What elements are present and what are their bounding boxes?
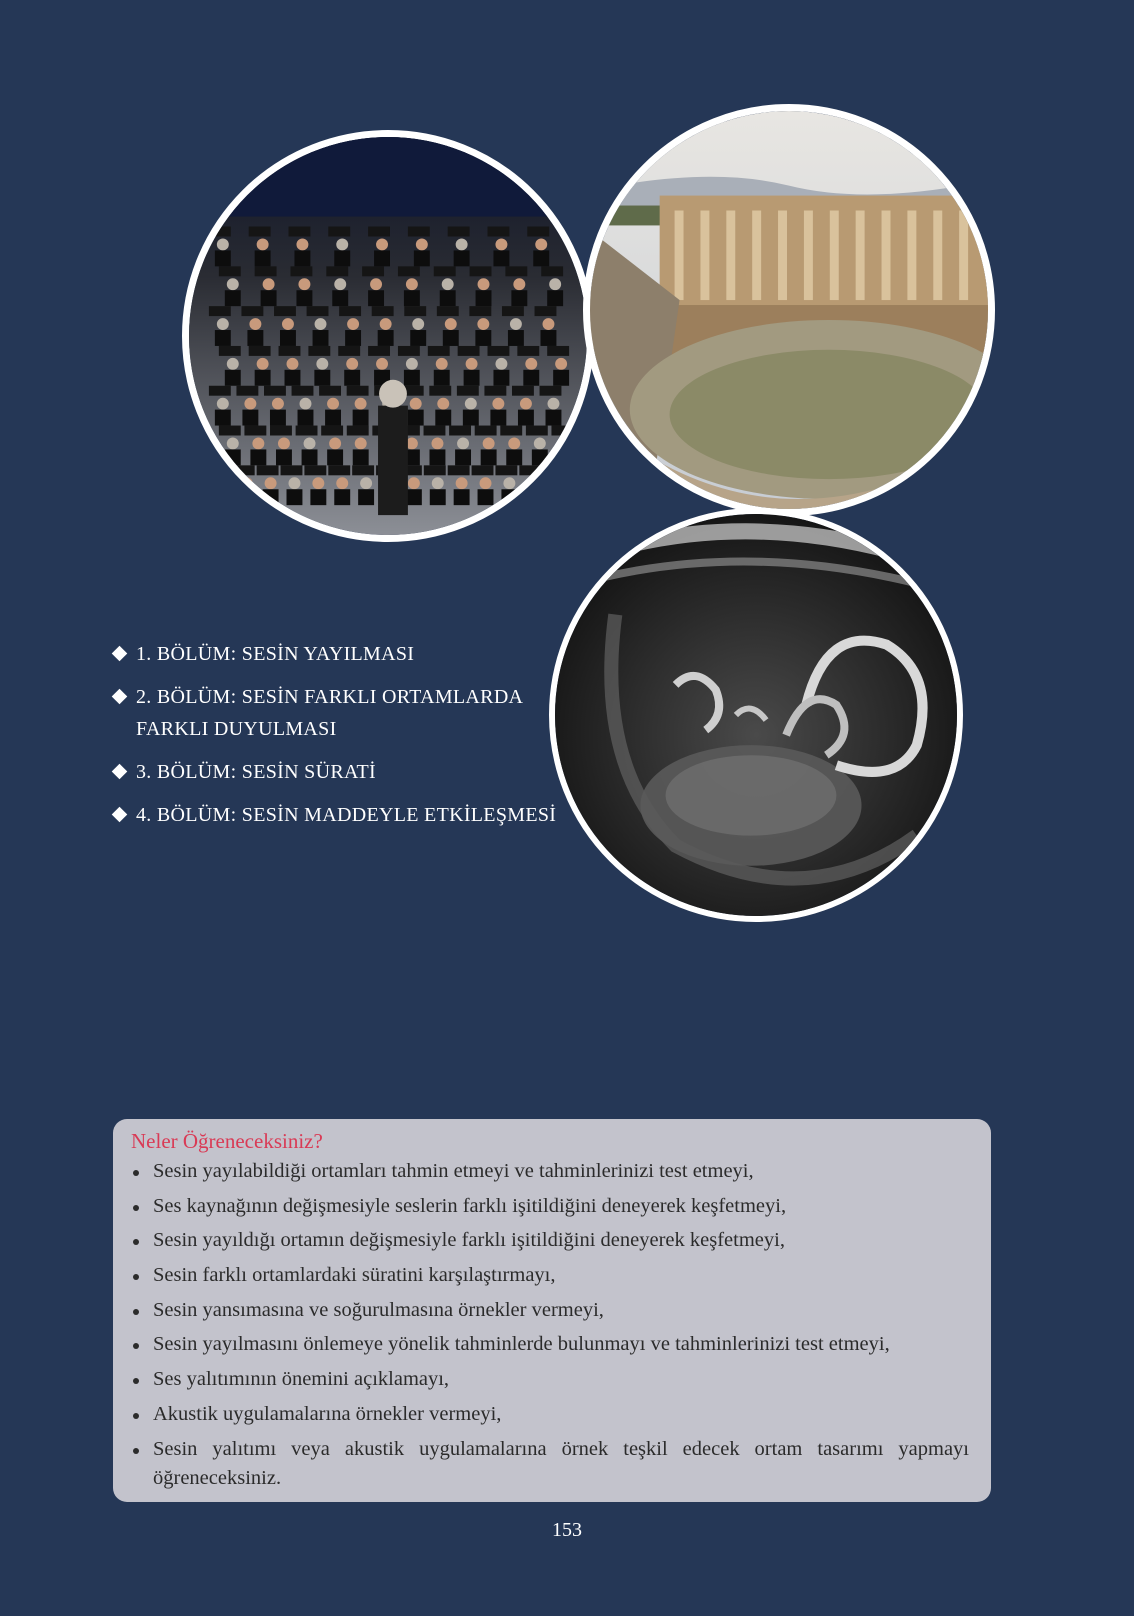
- learning-item: Sesin yayıldığı ortamın değişmesiyle farklı işitildiğini deneyerek keşfetmeyi,: [131, 1226, 969, 1255]
- ancient-theatre-photo: [583, 104, 995, 516]
- diamond-bullet-icon: [112, 807, 128, 823]
- learning-objectives-box: [113, 1119, 991, 1502]
- ultrasound-photo: [549, 508, 963, 922]
- learning-item: Akustik uygulamalarına örnekler vermeyi,: [131, 1400, 969, 1429]
- learning-item: Sesin yalıtımı veya akustik uygulamalarına örnek teşkil edecek ortam tasarımı yapmayı öğreneceksiniz.: [131, 1435, 969, 1493]
- section-item: 4. BÖLÜM: SESİN MADDEYLE ETKİLEŞMESİ: [112, 799, 572, 831]
- learning-item: Sesin yayılabildiği ortamları tahmin etmeyi ve tahminlerinizi test etmeyi,: [131, 1157, 969, 1186]
- section-item: 1. BÖLÜM: SESİN YAYILMASI: [112, 638, 572, 670]
- page-number: 153: [552, 1519, 582, 1541]
- learning-item: Ses kaynağının değişmesiyle seslerin farklı işitildiğini deneyerek keşfetmeyi,: [131, 1192, 969, 1221]
- diamond-bullet-icon: [112, 646, 128, 662]
- learning-item: Sesin yansımasına ve soğurulmasına örnekler vermeyi,: [131, 1296, 969, 1325]
- section-list: [112, 638, 572, 842]
- learning-item: Ses yalıtımının önemini açıklamayı,: [131, 1365, 969, 1394]
- section-item: 2. BÖLÜM: SESİN FARKLI ORTAMLARDA FARKLI DUYULMASI: [112, 681, 572, 745]
- orchestra-photo: [182, 130, 594, 542]
- learning-list: [131, 1157, 969, 1493]
- diamond-bullet-icon: [112, 764, 128, 780]
- learning-title: Neler Öğreneceksiniz?: [131, 1129, 323, 1153]
- learning-item: Sesin yayılmasını önlemeye yönelik tahminlerde bulunmayı ve tahminlerinizi test etmeyi,: [131, 1330, 969, 1359]
- learning-item: Sesin farklı ortamlardaki süratini karşılaştırmayı,: [131, 1261, 969, 1290]
- section-item: 3. BÖLÜM: SESİN SÜRATİ: [112, 756, 572, 788]
- diamond-bullet-icon: [112, 689, 128, 705]
